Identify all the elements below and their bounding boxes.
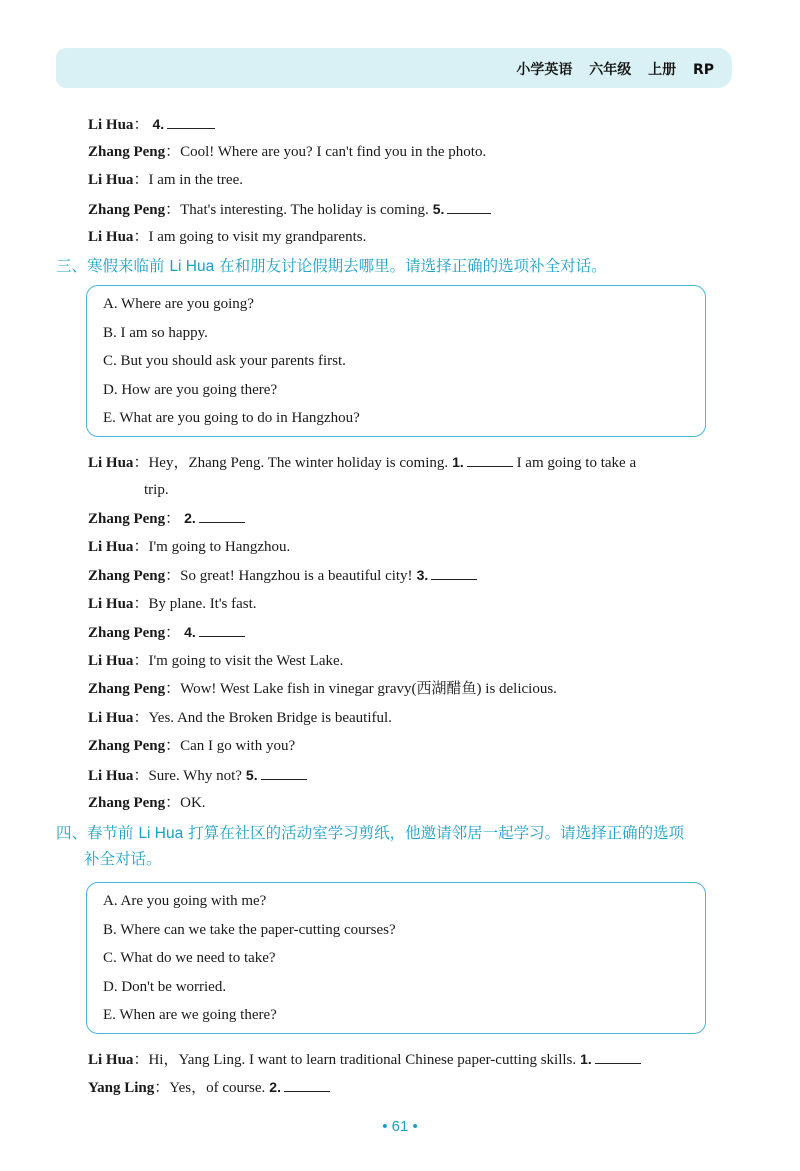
- speaker: Zhang Peng: [88, 738, 166, 754]
- speaker: Li Hua: [88, 117, 134, 133]
- option-d: D. Don't be worried.: [103, 979, 227, 995]
- blank-number: 5.: [432, 201, 445, 217]
- speaker: Li Hua: [88, 172, 134, 188]
- speaker: Zhang Peng: [88, 144, 166, 160]
- blank-number: 3.: [416, 567, 429, 583]
- dialog-line: Zhang Peng：So great! Hangzhou is a beautiful city! 3.: [88, 565, 477, 586]
- speaker: Li Hua: [88, 539, 134, 555]
- dialog-line: Li Hua：By plane. It's fast.: [88, 596, 257, 612]
- header-subject: 小学英语: [516, 62, 573, 78]
- dialog-line: Li Hua：I am going to visit my grandparents.: [88, 229, 367, 245]
- speaker: Zhang Peng: [88, 795, 166, 811]
- speaker: Yang Ling: [88, 1080, 155, 1096]
- speaker: Li Hua: [88, 596, 134, 612]
- section-4-title: 四、春节前 Li Hua 打算在社区的活动室学习剪纸，他邀请邻居一起学习。请选择正确的选项: [56, 824, 685, 842]
- speaker: Li Hua: [88, 768, 134, 784]
- speaker: Li Hua: [88, 1052, 134, 1068]
- option-c: C. But you should ask your parents first.: [103, 353, 346, 369]
- option-d: D. How are you going there?: [103, 382, 278, 398]
- section-4-title-line2: 补全对话。: [84, 850, 162, 868]
- dialog-line: Zhang Peng：Wow! West Lake fish in vinegar gravy(西湖醋鱼) is delicious.: [88, 681, 557, 697]
- answer-blank[interactable]: [431, 565, 477, 580]
- dialog-line: Li Hua： 4.: [88, 114, 215, 135]
- dialog-line: Zhang Peng：That's interesting. The holiday is coming. 5.: [88, 199, 491, 220]
- option-b: B. I am so happy.: [103, 325, 208, 341]
- header-edition: RP: [692, 62, 714, 78]
- dialog-line: Zhang Peng：Can I go with you?: [88, 738, 296, 754]
- answer-blank[interactable]: [167, 114, 215, 129]
- dialog-line: Li Hua：Hey，Zhang Peng. The winter holiday is coming. 1. I am going to take a: [88, 454, 637, 471]
- dialog-line: Li Hua：I'm going to Hangzhou.: [88, 539, 291, 555]
- dialog-line: Zhang Peng： 2.: [88, 508, 245, 529]
- dialog-line: Li Hua：Yes. And the Broken Bridge is beautiful.: [88, 710, 392, 726]
- dialog-line: Li Hua：Sure. Why not? 5.: [88, 765, 307, 786]
- option-c: C. What do we need to take?: [103, 950, 276, 966]
- speaker: Li Hua: [88, 455, 134, 471]
- dialog-line: Yang Ling：Yes，of course. 2.: [88, 1077, 330, 1098]
- answer-blank[interactable]: [595, 1049, 641, 1064]
- dialog-line: Zhang Peng： 4.: [88, 622, 245, 643]
- option-b: B. Where can we take the paper-cutting courses?: [103, 922, 396, 938]
- dialog-line: Li Hua：I am in the tree.: [88, 172, 243, 188]
- answer-blank[interactable]: [284, 1077, 330, 1092]
- blank-number: 1.: [580, 1051, 592, 1067]
- answer-blank[interactable]: [199, 508, 245, 523]
- header-grade: 六年级: [589, 62, 632, 78]
- section-4-options-box: [86, 882, 706, 1034]
- dialog-line: Li Hua：I'm going to visit the West Lake.: [88, 653, 344, 669]
- option-e: E. What are you going to do in Hangzhou?: [103, 410, 360, 426]
- speaker: Li Hua: [88, 653, 134, 669]
- page-header: [56, 48, 732, 88]
- answer-blank[interactable]: [467, 452, 513, 467]
- answer-blank[interactable]: [261, 765, 307, 780]
- speaker: Zhang Peng: [88, 681, 166, 697]
- answer-blank[interactable]: [199, 622, 245, 637]
- blank-number: 5.: [245, 767, 258, 783]
- option-e: E. When are we going there?: [103, 1007, 277, 1023]
- dialog-line: Zhang Peng：Cool! Where are you? I can't find you in the photo.: [88, 144, 487, 160]
- blank-number: 2.: [269, 1079, 281, 1095]
- answer-blank[interactable]: [447, 199, 491, 214]
- speaker: Li Hua: [88, 710, 134, 726]
- option-a: A. Where are you going?: [103, 296, 254, 312]
- section-3-options-box: [86, 285, 706, 437]
- blank-number: 2.: [184, 510, 196, 526]
- dialog-line-continued: trip.: [144, 482, 169, 498]
- blank-number: 4.: [152, 116, 165, 132]
- dialog-line: Li Hua：Hi，Yang Ling. I want to learn traditional Chinese paper-cutting skills. 1.: [88, 1049, 641, 1070]
- section-3-title: 三、寒假来临前 Li Hua 在和朋友讨论假期去哪里。请选择正确的选项补全对话。: [56, 257, 607, 275]
- blank-number: 1.: [452, 454, 464, 470]
- speaker: Li Hua: [88, 229, 134, 245]
- header-text: [504, 59, 714, 79]
- blank-number: 4.: [184, 624, 196, 640]
- dialog-line: Zhang Peng：OK.: [88, 795, 206, 811]
- page-number: • 61 •: [382, 1118, 418, 1135]
- speaker: Zhang Peng: [88, 511, 166, 527]
- option-a: A. Are you going with me?: [103, 893, 267, 909]
- speaker: Zhang Peng: [88, 625, 166, 641]
- speaker: Zhang Peng: [88, 202, 166, 218]
- speaker: Zhang Peng: [88, 568, 166, 584]
- header-volume: 上册: [648, 62, 677, 78]
